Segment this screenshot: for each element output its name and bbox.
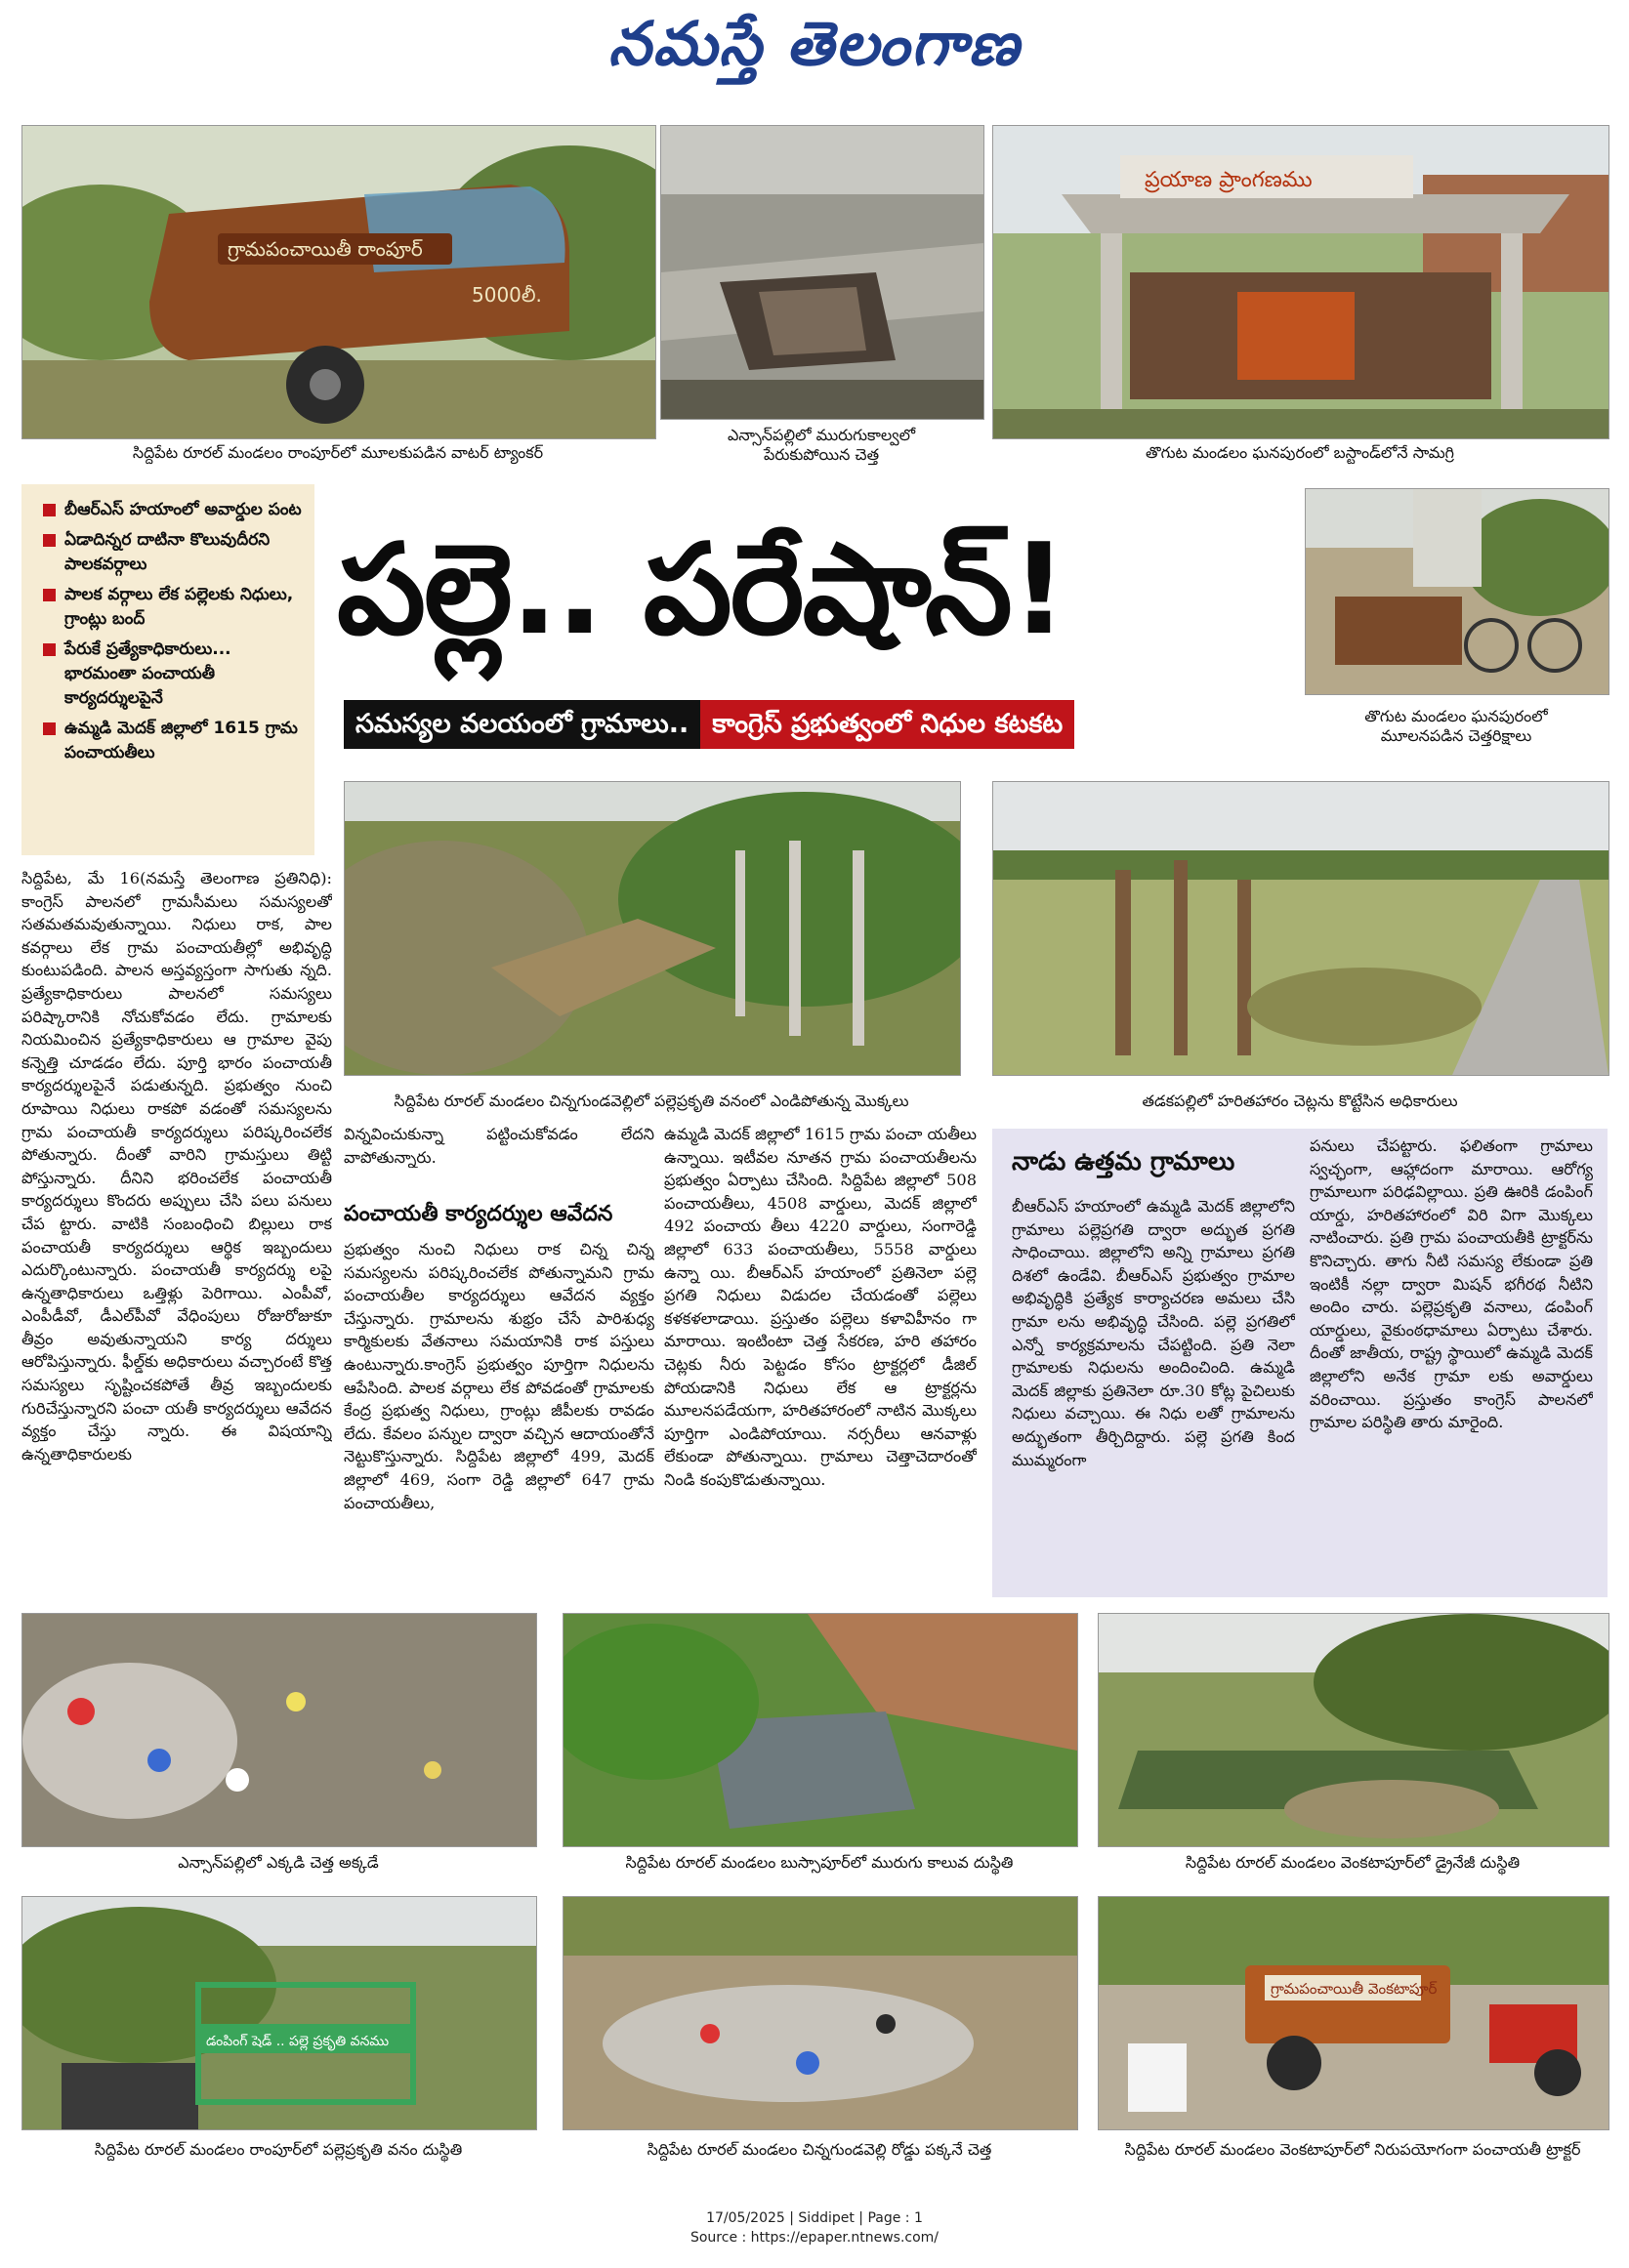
article-column-2: ప్రభుత్వం నుంచి నిధులు రాక చిన్న చిన్న సమస్యలను పరిష్కరించలేక పోతున్నామని గ్రామ పంచాయతీల కార్యదర్శులు ఆవేదన వ్యక్తం చేస్తున్నారు. గ్రామాలను శుభ్రం చేసే పారిశుధ్య కార్మికులకు వేతనాలు సమయానికి రాక పస్తులు ఉంటున్నారు.కాంగ్రెస్‌ ప్రభుత్వం పూర్తిగా నిధులను ఆపేసింది. పాలక వర్గాలు లేక పోవడంతో గ్రామాలకు కేంద్ర ప్రభుత్వ నిధులు, గ్రాంట్లు జీపీలకు రావడం లేదు. కేవలం పన్నుల ద్వారా వచ్చిన ఆదాయంతోనే నెట్టుకొస్తున్నారు. సిద్దిపేట జిల్లాలో 499, మెదక్‌ జిల్లాలో 469, సంగా రెడ్డి జిల్లాలో 647 గ్రామ పంచాయతీలు, — [344, 1240, 654, 1512]
bullet-icon — [43, 534, 56, 547]
caption-2a: ఎన్సాన్‌పల్లిలో మురుగుకాల్వలో — [727, 426, 916, 444]
footer-line-1: 17/05/2025 | Siddipet | Page : 1 — [706, 2210, 923, 2226]
photo-sewage-canal — [563, 1613, 1078, 1847]
bullet-icon — [43, 722, 56, 735]
caption-1: సిద్దిపేట రూరల్‌ మండలం రాంపూర్‌లో మూలకుపడిన వాటర్‌ ట్యాంకర్‌ — [132, 443, 544, 462]
bullet-icon — [43, 589, 56, 601]
photo-garbage-ground — [21, 1613, 537, 1847]
article-column-1: సిద్దిపేట, మే 16(నమస్తే తెలంగాణ ప్రతినిధి): కాంగ్రెస్‌ పాలనలో గ్రామసీమలు సమస్యలతో సతమతమవుతున్నాయి. నిధులు రాక, పాల కవర్గాలు లేక గ్రామ పంచాయతీల్లో అభివృద్ధి కుంటుపడింది. పాలన అస్తవ్యస్తంగా సాగుతు న్నది. ప్రత్యేకాధికారులు పాలనలో సమస్యలు పరిష్కారానికి నోచుకోవడం లేదు. గ్రామాలకు నియమించిన ప్రత్యేకాధికారులు ఆ గ్రామాల వైపు కన్నెత్తి చూడడం లేదు. పూర్తి భారం పంచాయతీ కార్యదర్శులపైనే పడుతున్నది. ప్రభుత్వం నుంచి రూపాయి నిధులు రాకపో వడంతో సమస్యలను గ్రామ పంచాయతీ కార్యదర్శులు పరిష్కరించలేక పోతున్నారు. దీంతో వారిని గ్రామస్తులు తిట్టి పోస్తున్నారు. దీనిని భరించలేక పంచాయతీ కార్యదర్శులు కొందరు అప్పులు చేసి పలు పనులు చేప ట్టారు. వాటికి సంబంధించి బిల్లులు రాక పంచాయతీ కార్యదర్శులు ఆర్థిక ఇబ్బందులు ఎదుర్కొంటున్నారు. పంచాయతీ కార్యదర్శు లపై ఉన్నతాధికారులు ఒత్తిళ్లు పెరిగాయి. ఎంపీవో, ఎంపీడీవో, డీఎల్‌పీవో వేధింపులు రోజురోజుకూ తీవ్రం అవుతున్నాయని కార్య దర్శులు ఆరోపిస్తున్నారు. ఫీల్డ్‌కు అధికారులు వచ్చారంటే కొత్త సమస్యలు సృష్టించకపోతే తీవ్ర ఇబ్బందులకు గురిచేస్తున్నారని పంచా యతీ కార్యదర్శులు ఆవేదన వ్యక్తం చేస్తు న్నారు. ఈ విషయాన్ని ఉన్నతాధికారులకు — [21, 869, 332, 1464]
article-column-3: ఉమ్మడి మెదక్‌ జిల్లాలో 1615 గ్రామ పంచా యతీలు ఉన్నాయి. ఇటీవల నూతన గ్రామ పంచాయతీలను ప్రభుత్వం ఏర్పాటు చేసింది. సిద్దిపేట జిల్లాలో 508 పంచాయతీలు, 4508 వార్డులు, మెదక్‌ జిల్లాలో 492 పంచాయ తీలు 4220 వార్డులు, సంగారెడ్డి జిల్లాలో 633 పంచాయతీలు, 5558 వార్డులు ఉన్నా యి. బీఆర్‌ఎస్‌ హయాంలో ప్రతినెలా పల్లె ప్రగతి నిధులు విడుదల చేయడంతో పల్లెలు కళకళలాడాయి. ప్రస్తుతం పల్లెలు కళావిహీనం గా మారాయి. ఇంటింటా చెత్త సేకరణ, హరి తహారం చెట్లకు నీరు పెట్టడం కోసం ట్రాక్టర్లలో డీజిల్‌ పోయడానికి నిధులు లేక ఆ ట్రాక్టర్లను మూలనపడేయగా, హరితహారంలో నాటిన మొక్కలు పూర్తిగా ఎండిపోయాయి. నర్సరీలు ఆనవాళ్లు లేకుండా పోతున్నాయి. గ్రామాలు చెత్తాచెదారంతో నిండి కంపుకొడుతున్నాయి. — [664, 1125, 977, 1489]
caption-10: సిద్దిపేట రూరల్‌ మండలం రాంపూర్‌లో పల్లెప్రకృతి వనం దుస్థితి — [94, 2140, 463, 2159]
highlight-item: బీఆర్‌ఎస్‌ హయాంలో అవార్డుల పంట — [39, 498, 305, 522]
side-column-a: బీఆర్‌ఎస్‌ హయాంలో ఉమ్మడి మెదక్‌ జిల్లాలోని గ్రామాలు పల్లెప్రగతి ద్వారా అద్భుత ప్రగతి సాధించాయి. జిల్లాలోని అన్ని గ్రామాలు ప్రగతి దిశలో ఉండేవి. బీఆర్‌ఎస్‌ ప్రభుత్వం గ్రామాల అభివృద్ధికి ప్రత్యేక కార్యాచరణ అమలు చేసి గ్రామా లను అభివృద్ధి చేసింది. పల్లె ప్రగతిలో ఎన్నో కార్యక్రమాలను చేపట్టింది. ప్రతి నెలా గ్రామాలకు నిధులను అందించింది. ఉమ్మడి మెదక్‌ జిల్లాకు ప్రతినెలా రూ.30 కోట్ల పైచిలుకు నిధులు వచ్చాయి. ఈ నిధు లతో గ్రామాలను అద్భుతంగా తీర్చిదిద్దారు. పల్లె ప్రగతి కింద ముమ్మరంగా — [1012, 1197, 1295, 1469]
caption-11: సిద్దిపేట రూరల్‌ మండలం చిన్నగుండవెల్లి రోడ్డు పక్కనే చెత్త — [647, 2140, 992, 2159]
section-subhead: పంచాయతీ కార్యదర్శుల ఆవేదన — [344, 1202, 613, 1226]
caption-3: తొగుట మండలం ఘనపురంలో బస్టాండ్‌లోనే సామగ్రి — [1146, 443, 1454, 462]
photo-drainage — [1098, 1613, 1609, 1847]
caption-4b: మూలనపడిన చెత్తరిక్షాలు — [1380, 726, 1532, 745]
photo-dried-plants — [344, 781, 961, 1076]
photo-bus-shelter — [992, 125, 1609, 439]
subhead-left: సమస్యల వలయంలో గ్రామాలు.. — [344, 700, 700, 749]
photo-drain-garbage — [660, 125, 984, 420]
photo-park-gate — [21, 1896, 537, 2130]
bullet-icon — [43, 504, 56, 516]
tanker-label: గ్రామపంచాయితీ రాంపూర్ — [228, 237, 423, 261]
footer-source: Source : https://epaper.ntnews.com/ — [689, 2230, 940, 2246]
photo-unused-tractor — [1098, 1896, 1609, 2130]
highlight-item: పేరుకే ప్రత్యేకాధికారులు... భారమంతా పంచాయతీ కార్యదర్శులపైనే — [39, 638, 305, 711]
subhead-right: కాంగ్రెస్‌ ప్రభుత్వంలో నిధుల కటకట — [700, 700, 1074, 749]
headline: పల్లె.. పరేషాన్‌! — [337, 517, 1066, 663]
photo-water-tanker — [21, 125, 656, 439]
caption-6: తడకపల్లిలో హరితహారం చెట్లను కొట్టేసిన అధికారులు — [1142, 1092, 1458, 1110]
caption-2b: పేరుకుపోయిన చెత్త — [763, 445, 880, 464]
bullet-icon — [43, 643, 56, 656]
photo-cut-trees — [992, 781, 1609, 1076]
highlight-item: ఉమ్మడి మెదక్‌ జిల్లాలో 1615 గ్రామ పంచాయతీలు — [39, 717, 305, 765]
photo-roadside-garbage — [563, 1896, 1078, 2130]
caption-12: సిద్దిపేట రూరల్‌ మండలం వెంకటాపూర్‌లో నిరుపయోగంగా పంచాయతీ ట్రాక్టర్‌ — [1124, 2140, 1581, 2159]
photo-garbage-rickshaw — [1305, 488, 1609, 695]
gate-sign: డంపింగ్ షెడ్ .. పల్లె ప్రకృతి వనము — [206, 2034, 390, 2049]
masthead-title: నమస్తే తెలంగాణ — [607, 8, 1022, 79]
masthead — [0, 0, 1629, 88]
article-column-2-top: విన్నవించుకున్నా పట్టించుకోవడం లేదని వాపోతున్నారు. — [344, 1125, 654, 1167]
tractor-label: గ్రామపంచాయితీ వెంకటాపూర్ — [1271, 1980, 1438, 1998]
caption-5: సిద్దిపేట రూరల్‌ మండలం చిన్నగుండవెల్లిలో పల్లెప్రకృతి వనంలో ఎండిపోతున్న మొక్కలు — [394, 1092, 909, 1110]
svg-text:5000లీ.: 5000లీ. — [472, 283, 542, 307]
highlight-item: పాలక వర్గాలు లేక పల్లెలకు నిధులు, గ్రాంట్లు బంద్‌ — [39, 583, 305, 632]
highlight-item: ఏడాదిన్నర దాటినా కొలువుదీరని పాలకవర్గాలు — [39, 528, 305, 577]
shelter-sign: ప్రయాణ ప్రాంగణము — [1145, 168, 1313, 192]
caption-7: ఎన్సాన్‌పల్లిలో ఎక్కడి చెత్త అక్కడే — [178, 1853, 379, 1872]
caption-9: సిద్దిపేట రూరల్‌ మండలం వెంకటాపూర్‌లో డ్రైనేజీ దుస్థితి — [1185, 1853, 1521, 1872]
caption-4a: తొగుట మండలం ఘనపురంలో — [1364, 707, 1548, 725]
subheadline — [344, 700, 1281, 749]
caption-8: సిద్దిపేట రూరల్‌ మండలం బుస్సాపూర్‌లో మురుగు కాలువ దుస్థితి — [625, 1853, 1014, 1872]
side-box-title: నాడు ఉత్తమ గ్రామాలు — [1012, 1147, 1235, 1176]
side-box — [992, 1129, 1608, 1597]
highlights-box — [21, 484, 314, 855]
side-column-b: పనులు చేపట్టారు. ఫలితంగా గ్రామాలు స్వచ్ఛంగా, ఆహ్లాదంగా మారాయి. ఆరోగ్య గ్రామాలుగా పరిఢవిల్లాయి. ప్రతి ఊరికి డంపింగ్‌ యార్డు, హరితహారంలో విరి విగా మొక్కలు నాటించారు. ప్రతి గ్రామ పంచాయతీకి ట్రాక్టర్‌ను కొనిచ్చారు. తాగు నీటి సమస్య లేకుండా ప్రతి ఇంటికీ నల్లా ద్వారా మిషన్‌ భగీరథ నీటిని అందిం చారు. పల్లెప్రకృతి వనాలు, డంపింగ్‌ యార్డులు, వైకుంఠధామాలు ఏర్పాటు చేశారు. దీంతో జాతీయ, రాష్ట్ర స్థాయిలో ఉమ్మడి మెదక్‌ జిల్లాలోని అనేక గ్రామా లకు అవార్డులు వరించాయి. ప్రస్తుతం కాంగ్రెస్‌ పాలనలో గ్రామాల పరిస్థితి తారు మారైంది. — [1310, 1136, 1593, 1432]
